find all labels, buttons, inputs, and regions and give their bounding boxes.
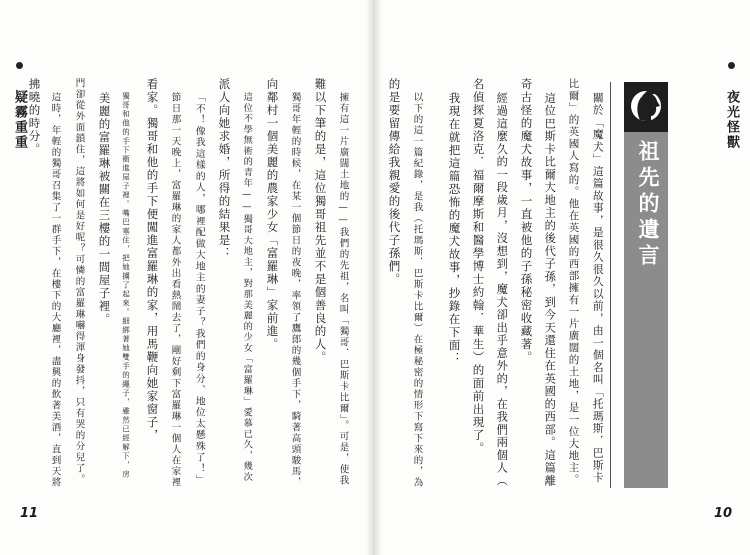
left-column-1: 擁有這一片廣闊土地的——我們的先祖，名叫「獨哥．巴斯卡比爾」。可是，使我 (337, 92, 349, 487)
left-column-3: 獨哥年輕的時候，在某一個節日的夜晚，率領了鷹郎的幾個手下，騎著高頭駿馬， (289, 92, 301, 488)
left-column-9: 看家。獨哥和他的手下便闖進富羅琳的家，用馬鞭向她家窗子， (145, 78, 160, 442)
right-page (376, 0, 750, 555)
left-column-7: 「不！像我這樣的人，哪裡配做大地主的妻子？我們的身分、地位太懸殊了！」 (193, 92, 205, 486)
bullet-icon (16, 62, 23, 69)
right-running-head (722, 62, 741, 150)
right-column-4: 奇古怪的魔犬故事，一直被他的子孫秘密收藏著。 (519, 78, 534, 364)
left-column-4: 向鄰村一個美麗的農家少女「富羅琳」家前進。 (265, 78, 280, 351)
left-column-10: 獨哥和他的手下衝進屋子裡。嘴巴塞住，把她擄了起來。細綁著她雙手的繩子，雖然已經解下，房 (121, 92, 131, 479)
right-column-5: 經過這麼久的一段歲月，沒想到，魔犬卻出乎意外的，在我們兩個人（ (495, 92, 509, 488)
right-column-9: 的是要留傳給我親愛的後代子孫們。 (387, 78, 402, 286)
right-column-6: 名偵探夏洛克．福爾摩斯和醫學博士約翰．華生）的面前出現了。 (471, 78, 486, 455)
chapter-title: 祖先的遺言 (636, 140, 660, 270)
right-column-7: 我現在就把這篇恐怖的魔犬故事，抄錄在下面： (447, 92, 462, 365)
left-column-2: 難以下筆的是，這位獨哥祖先並不是個善良的人。 (313, 78, 328, 364)
profile-silhouette-icon (624, 82, 668, 132)
left-column-8: 節日那一天晚上，富羅琳的家人都外出看熱鬧去了，剛好剩下富羅琳一個人在家裡 (169, 92, 181, 488)
right-column-8: 以下的這一篇紀錄，是我（托瑪斯．巴斯卡比爾）在極秘密的情形下寫下來的，為 (411, 92, 423, 488)
right-column-2: 比爾」的英國人寫的。他在英國的西部擁有一片廣闊的土地，是一位大地主。 (567, 78, 580, 486)
bullet-icon (728, 62, 735, 69)
chapter-rule (610, 82, 611, 488)
right-running-head-text: 夜光怪獸 (724, 90, 739, 150)
left-column-6: 派人向她求婚，所得的結果是： (217, 78, 232, 260)
right-column-3: 這位巴斯卡比爾大地主的後代子孫，到今天還住在英國的西部。這篇離 (543, 92, 557, 488)
left-column-5: 這位不學無術的青年——獨哥大地主，對那美麗的少女「富羅琳」愛慕已久，幾次 (241, 92, 253, 483)
left-column-14: 拂曉的時分。 (27, 78, 42, 156)
left-column-12: 門卻從外面鎖住，這將如何是好呢？可憐的富羅琳嚇得渾身發抖，只有哭的分兒了。 (73, 78, 85, 485)
left-column-11: 美麗的富羅琳被關在三樓的一間屋子裡。 (97, 92, 112, 326)
left-running-head-text: 疑霧重重 (12, 90, 27, 150)
right-column-1: 關於「魔犬」這篇故事，是很久很久以前，由一個名叫「托瑪斯．巴斯卡 (591, 92, 605, 484)
chapter-emblem (624, 82, 668, 132)
left-running-head (10, 62, 29, 150)
left-page-number: 11 (20, 506, 39, 521)
right-page-number: 10 (714, 506, 733, 521)
book-gutter (366, 0, 382, 555)
left-column-13: 這時，年輕的獨哥召集了一群手下，在樓下的大廳裡，盡興的飲著美酒，直到天將 (49, 92, 61, 488)
